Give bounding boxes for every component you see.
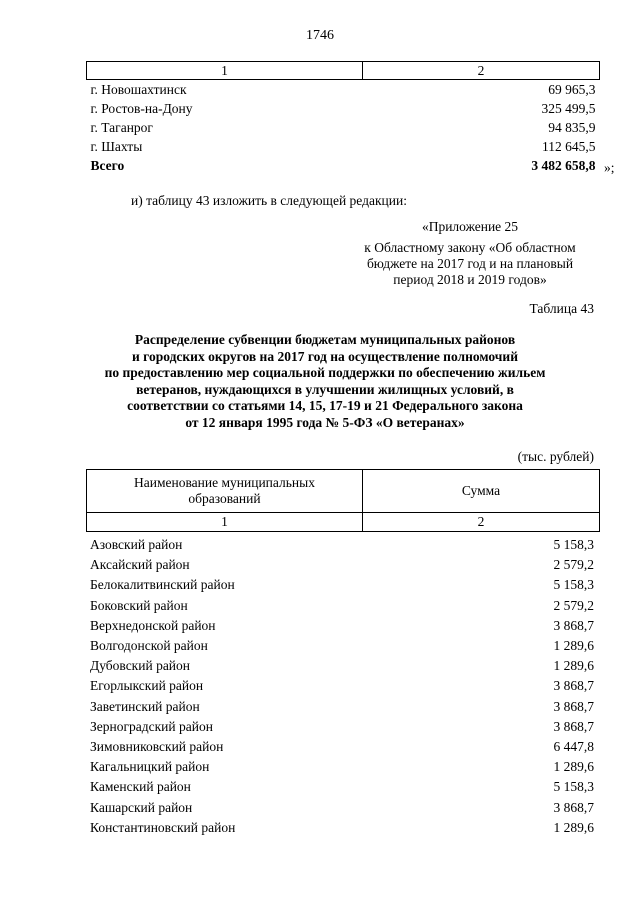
- row-name: Зимовниковский район: [90, 738, 224, 754]
- table-row: [86, 797, 600, 817]
- table-row: [86, 818, 600, 838]
- title-line: соответствии со статьями 14, 15, 17-19 и 21 Федерального закона: [127, 398, 523, 413]
- column-number-2: 2: [363, 513, 600, 532]
- row-value: 5 158,3: [553, 537, 594, 553]
- table-row: [86, 596, 600, 616]
- row-name: Заветинский район: [90, 698, 200, 714]
- table-title: [80, 332, 570, 431]
- row-value: 2 579,2: [553, 557, 594, 573]
- column-number-1: 1: [87, 513, 363, 532]
- table-row: [86, 656, 600, 676]
- row-value: 69 965,3: [548, 82, 596, 97]
- table-row: [87, 118, 600, 137]
- row-name: Каменский район: [90, 779, 191, 795]
- row-name: Белокалитвинский район: [90, 577, 235, 593]
- row-value: 325 499,5: [541, 101, 596, 116]
- row-value: 5 158,3: [553, 779, 594, 795]
- table-row: [86, 777, 600, 797]
- row-name: Верхнедонской район: [90, 617, 216, 633]
- title-line: и городских округов на 2017 год на осуществление полномочий: [132, 348, 518, 364]
- table-row: [86, 636, 600, 656]
- total-row: [87, 156, 600, 175]
- table-row: [87, 99, 600, 118]
- row-name: Кашарский район: [90, 799, 193, 815]
- table-row: [86, 616, 600, 636]
- closing-quote: »;: [604, 160, 615, 175]
- table-row: [86, 737, 600, 757]
- table-row: [87, 80, 600, 100]
- row-name: Боковский район: [90, 597, 188, 613]
- row-value: 1 289,6: [553, 759, 594, 775]
- row-value: 1 289,6: [553, 819, 594, 835]
- row-value: 3 868,7: [553, 799, 594, 815]
- title-line: от 12 января 1995 года № 5-ФЗ «О ветеранах»: [185, 414, 465, 430]
- header-line: образований: [188, 491, 261, 506]
- row-name: Волгодонской район: [90, 638, 208, 654]
- table-label: Таблица 43: [529, 301, 594, 316]
- row-value: 5 158,3: [553, 577, 594, 593]
- column-number-1: 1: [87, 62, 363, 80]
- header-line: Наименование муниципальных: [134, 475, 315, 490]
- row-name: г. Таганрог: [90, 120, 153, 135]
- column-number-2: 2: [363, 62, 600, 80]
- table-row: [86, 676, 600, 696]
- row-value: 112 645,5: [542, 139, 596, 154]
- table-row: [86, 555, 600, 575]
- appendix-line: к Областному закону «Об областном: [364, 240, 576, 255]
- table-row: [86, 535, 600, 555]
- table-row: [86, 757, 600, 777]
- amendment-paragraph: и) таблицу 43 изложить в следующей редакции:: [131, 193, 407, 208]
- table-row: [86, 575, 600, 595]
- row-name: Дубовский район: [90, 658, 191, 674]
- table-row: [86, 717, 600, 737]
- main-table-body: [86, 535, 600, 838]
- row-value: 6 447,8: [553, 738, 594, 754]
- units-label: (тыс. рублей): [517, 449, 594, 464]
- column-header-name: [87, 470, 363, 513]
- page-number: 1746: [306, 28, 334, 43]
- row-name: Зерноградский район: [90, 718, 213, 734]
- title-line: ветеранов, нуждающихся в улучшении жилищных условий, в: [136, 381, 514, 397]
- top-table-header: [87, 62, 600, 80]
- row-name: Азовский район: [90, 537, 183, 553]
- total-value: 3 482 658,8: [531, 158, 596, 173]
- row-name: Егорлыкский район: [90, 678, 204, 694]
- row-value: 1 289,6: [553, 638, 594, 654]
- row-value: 94 835,9: [548, 120, 596, 135]
- appendix-title: «Приложение 25: [421, 219, 519, 234]
- row-value: 3 868,7: [553, 698, 594, 714]
- row-name: г. Шахты: [90, 139, 143, 154]
- row-name: Аксайский район: [90, 557, 190, 573]
- table-row: [86, 697, 600, 717]
- appendix-line: период 2018 и 2019 годов»: [393, 272, 547, 287]
- title-line: Распределение субвенции бюджетам муниципальных районов: [134, 332, 516, 347]
- total-label: Всего: [90, 158, 125, 173]
- appendix-line: бюджете на 2017 год и на плановый: [366, 256, 574, 271]
- appendix-caption: [340, 240, 600, 288]
- column-header-sum: Сумма: [363, 470, 600, 513]
- top-table: [86, 61, 600, 175]
- row-value: 2 579,2: [553, 597, 594, 613]
- row-name: Кагальницкий район: [90, 759, 210, 775]
- main-table-header: [86, 469, 600, 532]
- row-name: г. Ростов-на-Дону: [90, 101, 193, 116]
- row-value: 3 868,7: [553, 718, 594, 734]
- title-line: по предоставлению мер социальной поддержки по обеспечению жильем: [104, 365, 546, 380]
- row-value: 3 868,7: [553, 617, 594, 633]
- table-row: [87, 137, 600, 156]
- row-value: 1 289,6: [553, 658, 594, 674]
- row-value: 3 868,7: [553, 678, 594, 694]
- row-name: г. Новошахтинск: [90, 82, 187, 97]
- row-name: Константиновский район: [90, 819, 236, 835]
